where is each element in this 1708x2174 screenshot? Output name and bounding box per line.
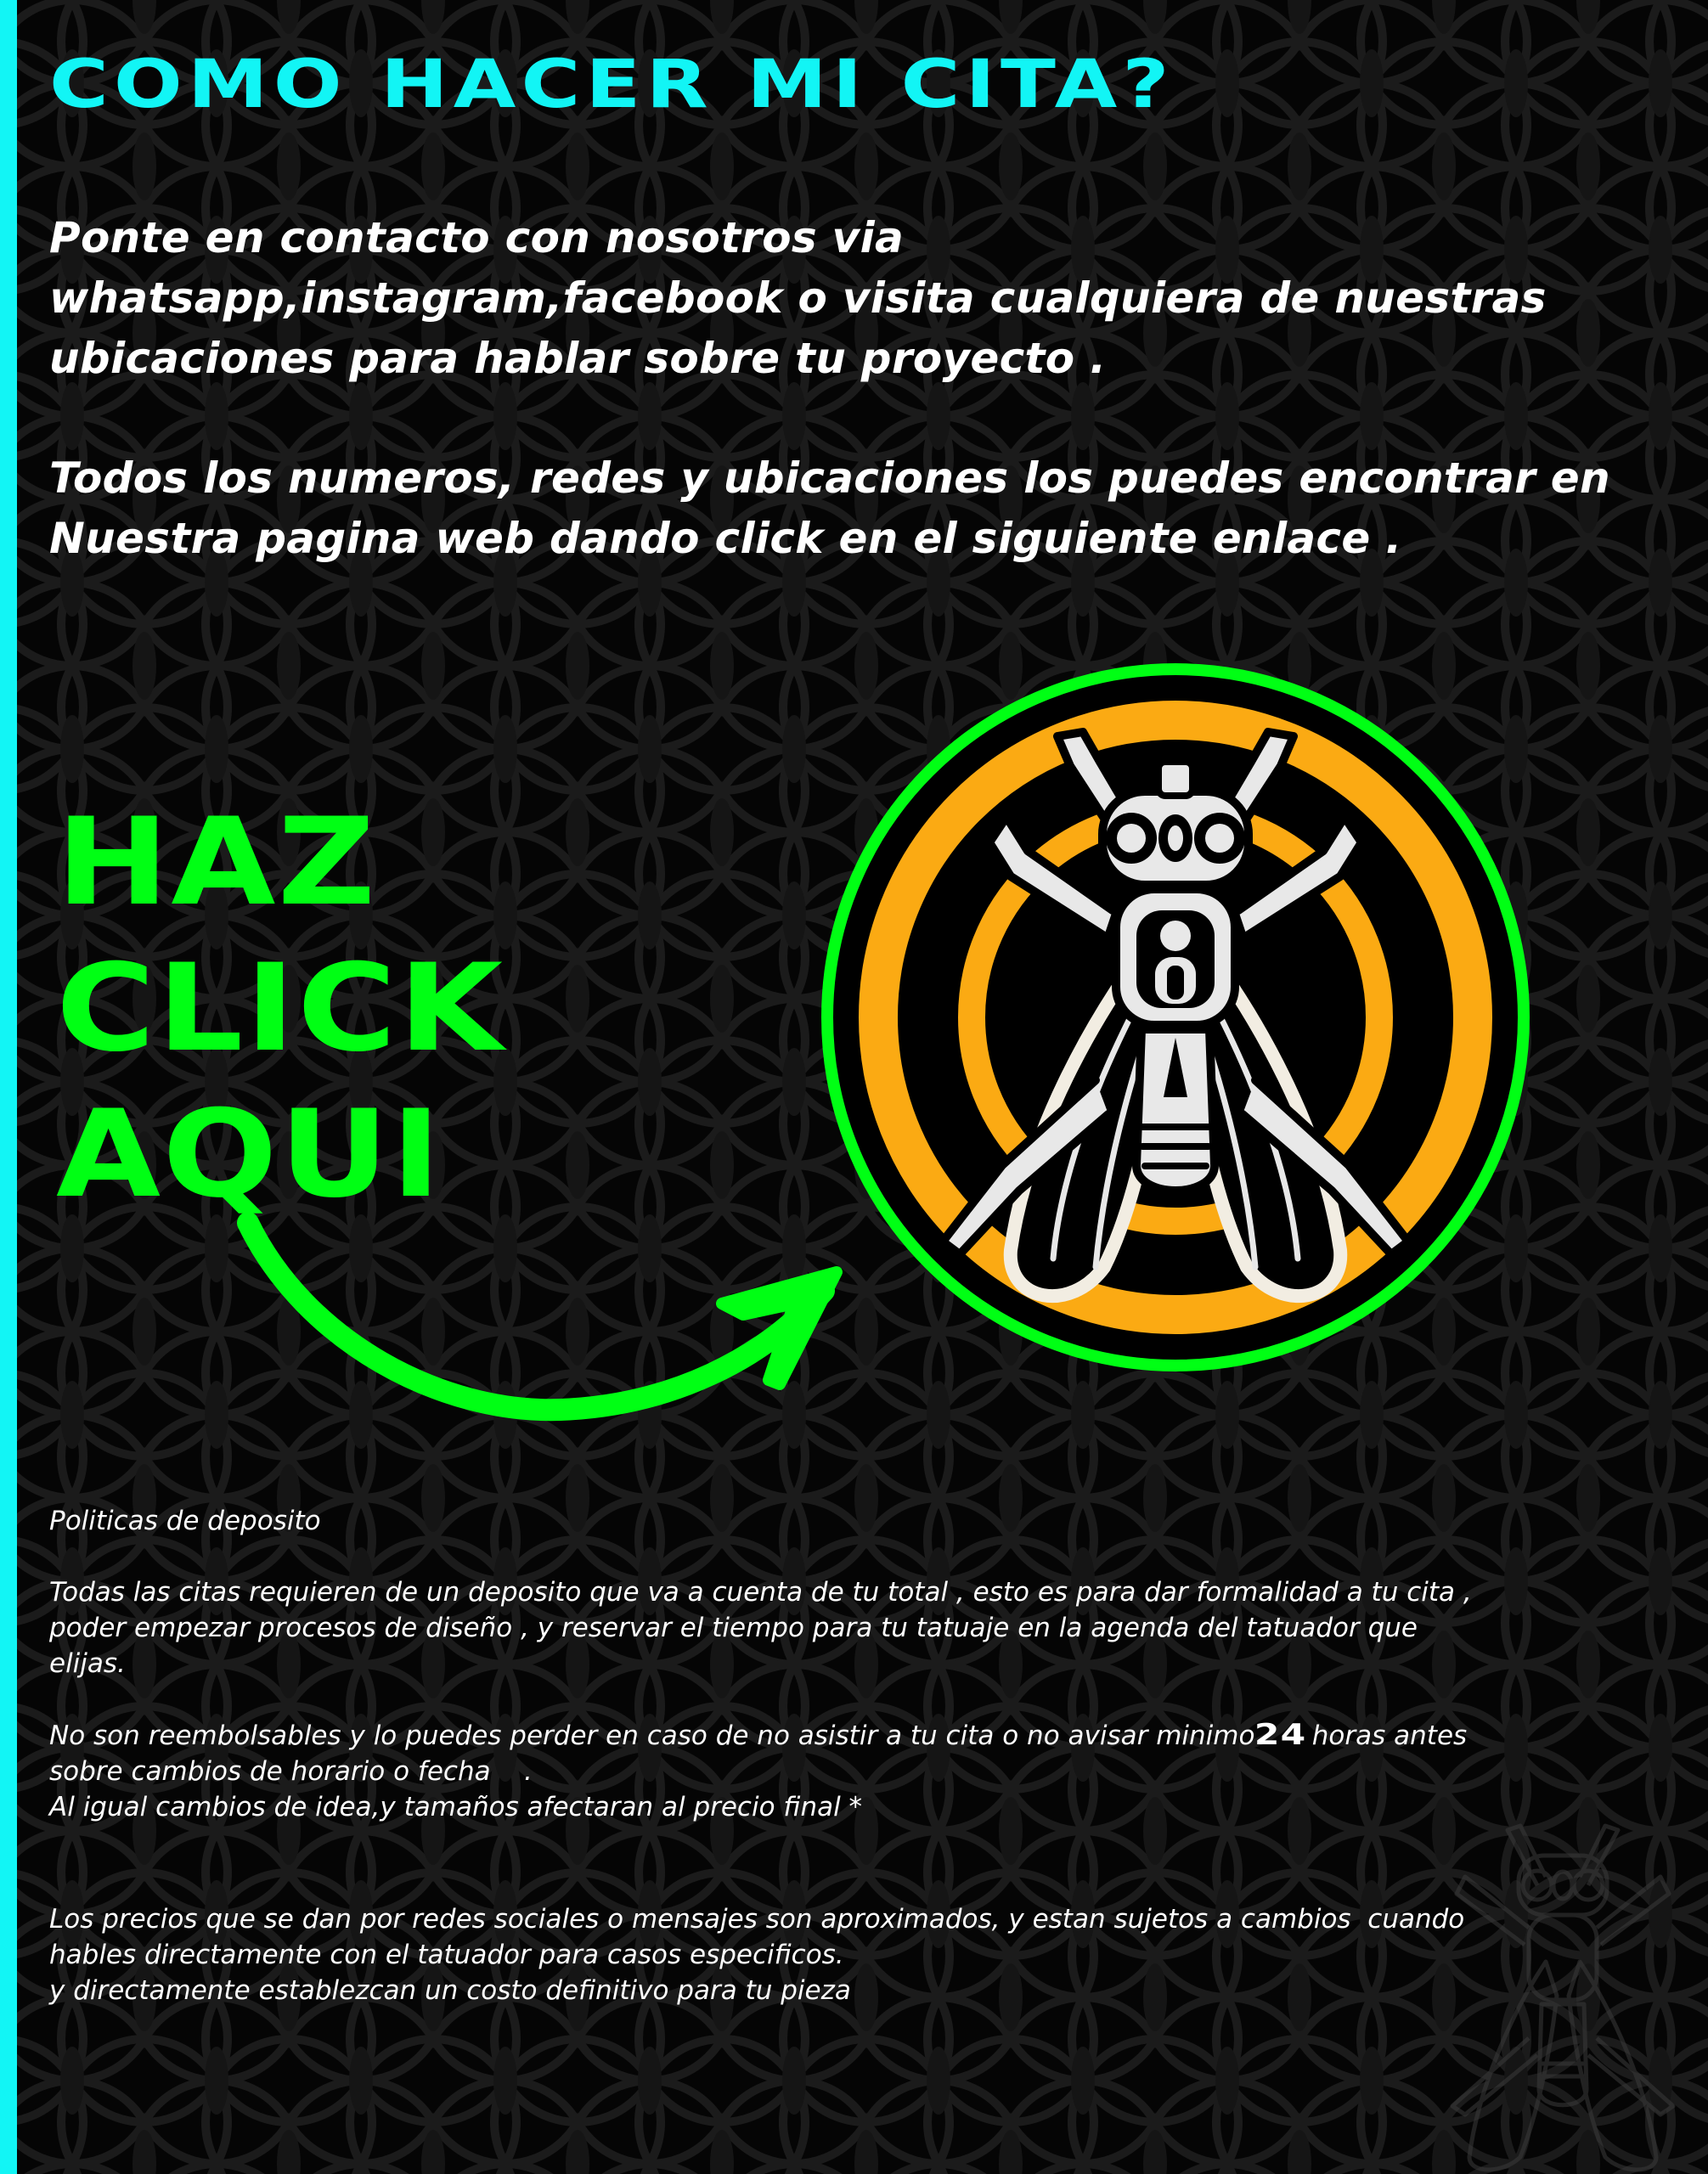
policy-text: Al igual cambios de idea,y tamaños afectaran al precio final * <box>49 1792 863 1822</box>
intro-line: Todos los numeros, redes y ubicaciones los puedes encontrar en <box>49 453 1610 503</box>
policy-text: sobre cambios de horario o fecha . <box>49 1756 533 1787</box>
policy-text: hables directamente con el tatuador para casos especificos. <box>49 1940 844 1970</box>
curved-arrow-right-icon <box>0 0 934 1461</box>
fly-logo-icon[interactable] <box>815 656 1537 1377</box>
intro-line: Ponte en contacto con nosotros via <box>49 213 905 262</box>
cta-line-haz: HAZ <box>56 792 378 932</box>
policy-text: elijas. <box>49 1648 126 1679</box>
cta-line-click: CLICK <box>56 938 505 1079</box>
policy-text: y directamente establezcan un costo definitivo para tu pieza <box>49 1975 851 2006</box>
policy-text: Todas las citas requieren de un deposito que va a cuenta de tu total , esto es para dar formalidad a tu cita , <box>49 1577 1472 1608</box>
policy-refund-line <box>49 1717 1472 1754</box>
policy-text: horas antes <box>1311 1721 1468 1751</box>
policy-heading: Politicas de deposito <box>49 1506 321 1536</box>
policy-text: No son reembolsables y lo puedes perder en caso de no asistir a tu cita o no avisar minimo <box>49 1721 1255 1751</box>
hours-number: 24 <box>1254 1718 1307 1752</box>
cta-line-aqui: AQUI <box>56 1084 443 1225</box>
policy-text: Los precios que se dan por redes sociales o mensajes son aproximados, y estan sujetos a cambios cuando <box>49 1904 1465 1935</box>
intro-line: whatsapp,instagram,facebook o visita cualquiera de nuestras <box>49 273 1547 323</box>
page-title: COMO HACER MI CITA? <box>49 47 1175 123</box>
intro-line: ubicaciones para hablar sobre tu proyecto . <box>49 334 1107 383</box>
deposit-policy-section <box>49 1503 1472 2008</box>
intro-line: Nuestra pagina web dando click en el siguiente enlace . <box>49 514 1402 563</box>
policy-text: poder empezar procesos de diseño , y reservar el tiempo para tu tatuaje en la agenda del tatuador que <box>49 1613 1418 1643</box>
